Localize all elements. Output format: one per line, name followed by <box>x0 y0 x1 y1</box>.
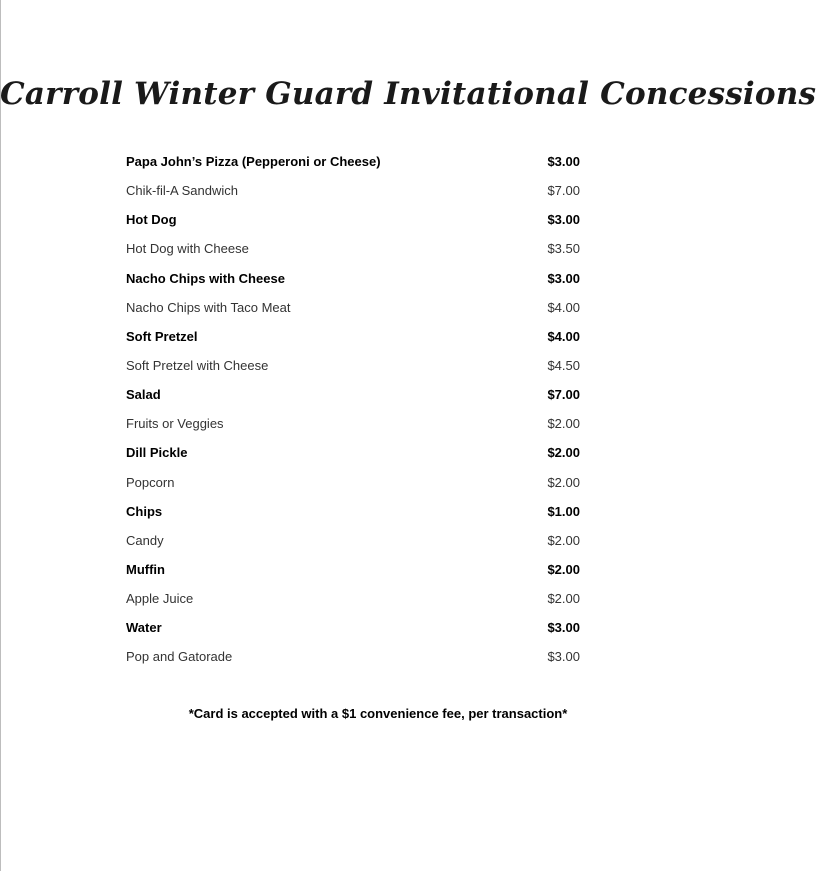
document-title: Carroll Winter Guard Invitational Concessions <box>0 76 816 112</box>
menu-item <box>126 264 580 293</box>
menu-item-name: Pop and Gatorade <box>126 649 233 665</box>
menu-item-price: $3.00 <box>547 154 580 170</box>
menu-item-name: Dill Pickle <box>126 445 188 461</box>
menu-item <box>126 176 580 205</box>
concessions-menu <box>126 147 580 672</box>
menu-item <box>126 380 580 409</box>
menu-item <box>126 409 580 438</box>
menu-item <box>126 584 580 613</box>
menu-item-name: Fruits or Veggies <box>126 416 224 432</box>
menu-item-name: Apple Juice <box>126 591 194 607</box>
menu-item-price: $3.00 <box>547 212 580 228</box>
menu-item-name: Muffin <box>126 562 165 578</box>
menu-item <box>126 293 580 322</box>
menu-item-name: Nacho Chips with Cheese <box>126 270 285 286</box>
menu-item-price: $4.00 <box>547 328 580 344</box>
menu-item-price: $2.00 <box>547 562 580 578</box>
menu-item-name: Chik-fil-A Sandwich <box>126 183 238 199</box>
menu-item <box>126 468 580 497</box>
menu-item-price: $3.00 <box>547 270 580 286</box>
menu-item-name: Papa John’s Pizza (Pepperoni or Cheese) <box>126 154 381 170</box>
menu-item-name: Salad <box>126 387 161 403</box>
menu-item-name: Soft Pretzel <box>126 328 198 344</box>
menu-item-name: Nacho Chips with Taco Meat <box>126 299 291 315</box>
menu-item-name: Water <box>126 620 162 636</box>
menu-item <box>126 351 580 380</box>
menu-item <box>126 642 580 671</box>
menu-item-price: $2.00 <box>547 416 580 432</box>
menu-item-price: $3.50 <box>547 241 580 257</box>
menu-item <box>126 613 580 642</box>
menu-item <box>126 322 580 351</box>
menu-item <box>126 205 580 234</box>
menu-item-name: Candy <box>126 532 164 548</box>
menu-item-price: $4.00 <box>547 299 580 315</box>
menu-item-price: $3.00 <box>547 649 580 665</box>
page-edge-divider <box>0 0 1 871</box>
menu-item <box>126 555 580 584</box>
menu-item-price: $1.00 <box>547 503 580 519</box>
menu-item-name: Hot Dog with Cheese <box>126 241 249 257</box>
menu-item-name: Soft Pretzel with Cheese <box>126 358 269 374</box>
card-fee-footnote: *Card is accepted with a $1 convenience fee, per transaction* <box>188 706 568 721</box>
menu-item <box>126 497 580 526</box>
menu-item-price: $2.00 <box>547 445 580 461</box>
menu-item-price: $7.00 <box>547 387 580 403</box>
menu-item <box>126 147 580 176</box>
menu-item <box>126 526 580 555</box>
menu-item-price: $4.50 <box>547 358 580 374</box>
menu-item-price: $3.00 <box>547 620 580 636</box>
menu-item-price: $7.00 <box>547 183 580 199</box>
menu-item-price: $2.00 <box>547 591 580 607</box>
menu-item <box>126 234 580 263</box>
menu-item-name: Popcorn <box>126 474 175 490</box>
menu-item-price: $2.00 <box>547 474 580 490</box>
menu-item <box>126 438 580 467</box>
menu-item-name: Chips <box>126 503 163 519</box>
menu-item-price: $2.00 <box>547 532 580 548</box>
menu-item-name: Hot Dog <box>126 212 177 228</box>
